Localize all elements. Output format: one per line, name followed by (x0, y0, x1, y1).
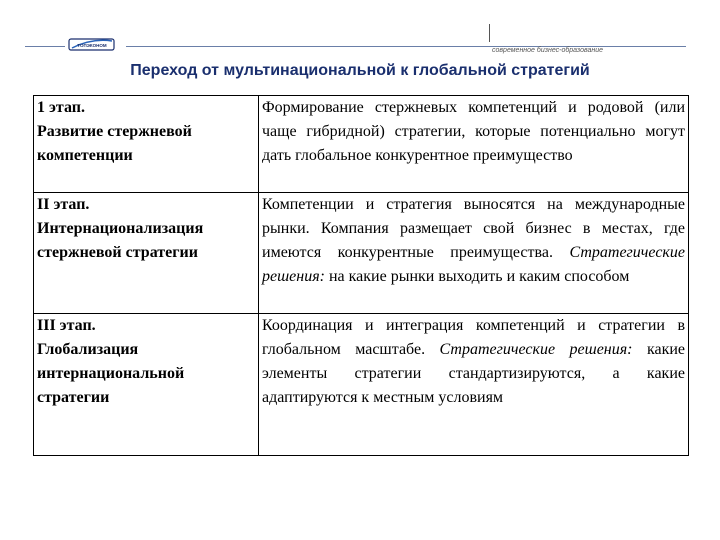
description-text: на какие рынки выходить и каким способом (328, 268, 630, 285)
stage-description (259, 193, 689, 314)
description-text: Координация и интеграция компетенций и стратегии в глобальном масштабе. (262, 317, 685, 358)
stages-table (33, 95, 689, 456)
table-row (34, 96, 689, 193)
company-logo-icon (68, 37, 116, 52)
header-vertical-bar (489, 24, 490, 42)
stage-name: стратегии (37, 389, 110, 406)
stage-description (259, 96, 689, 193)
description-text: Компетенции и стратегия выносятся на международные рынки. Компания размещает свой бизнес в местах, где имеются конкурентные преимущества. (262, 196, 685, 261)
header-tagline: современное бизнес-образование (492, 47, 604, 54)
stage-name: интернациональной (37, 365, 185, 382)
decisions-label: Стратегические решения: (262, 244, 685, 285)
stage-name: компетенции (37, 147, 133, 164)
stage-name: Развитие стержневой (37, 123, 192, 140)
slide-title: Переход от мультинациональной к глобальной стратегий (130, 62, 590, 79)
stage-number: II этап. (37, 196, 90, 213)
stage-name: Интернационализация (37, 220, 204, 237)
stage-cell (34, 193, 259, 314)
stage-number: III этап. (37, 317, 96, 334)
logo-text: ТОПЭКОНОМ (77, 43, 107, 48)
stage-name: Глобализация (37, 341, 139, 358)
description-text: какие элементы стратегии стандартизируются, а какие адаптируются к местным условиям (262, 341, 686, 406)
description-text: Формирование стержневых компетенций и родовой (или чаще гибридной) стратегии, которые потенциально могут дать глобальное конкурентное преимущество (262, 99, 685, 164)
table-row (34, 314, 689, 456)
stage-number: 1 этап. (37, 99, 85, 116)
stage-name: стержневой стратегии (37, 244, 198, 261)
stage-cell (34, 96, 259, 193)
stage-description (259, 314, 689, 456)
stage-cell (34, 314, 259, 456)
header-divider-left (25, 46, 65, 47)
table-row (34, 193, 689, 314)
decisions-label: Стратегические решения: (439, 341, 633, 358)
